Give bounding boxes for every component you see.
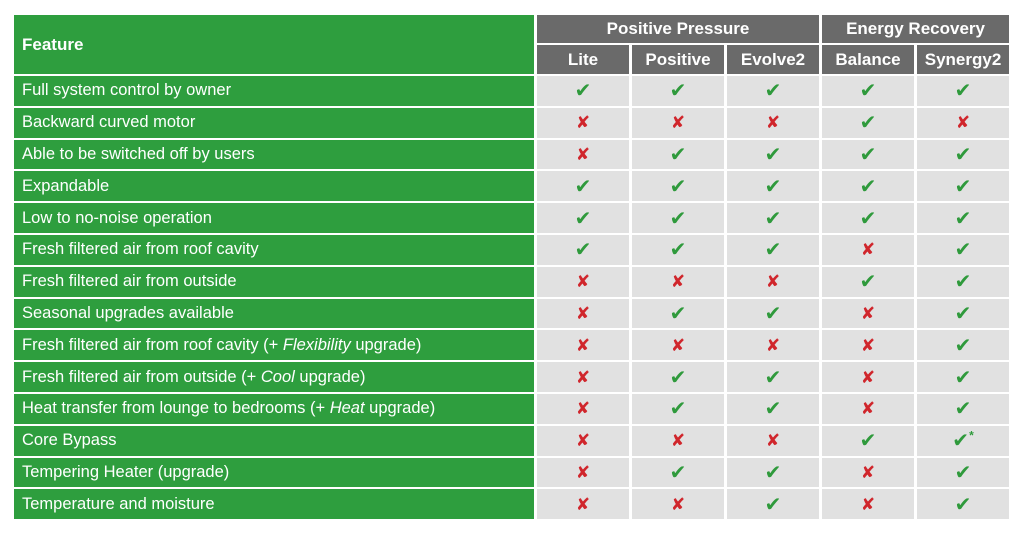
table-row: [14, 203, 1009, 233]
cross-icon: ✘: [670, 272, 686, 292]
feature-text: Backward curved motor: [22, 113, 196, 132]
mark-cell-synergy2: [917, 394, 1009, 424]
check-icon: ✔: [764, 493, 782, 516]
feature-text: Low to no-noise operation: [22, 208, 212, 227]
feature-text: Temperature and moisture: [22, 494, 215, 513]
mark-cell-balance: [822, 330, 914, 360]
mark-cell-balance: [822, 426, 914, 456]
mark-cell-evolve2: [727, 330, 819, 360]
check-icon: ✔: [669, 461, 687, 484]
cross-icon: ✘: [575, 272, 591, 292]
cross-icon: ✘: [765, 335, 781, 355]
cross-icon: ✘: [765, 113, 781, 133]
cross-icon: ✘: [575, 113, 591, 133]
mark-cell-positive: [632, 362, 724, 392]
table-row: [14, 458, 1009, 488]
check-icon: ✔: [669, 398, 687, 421]
table-row: [14, 76, 1009, 106]
check-icon: ✔: [954, 461, 972, 484]
feature-column-header: Feature: [14, 15, 534, 74]
mark-cell-positive: [632, 458, 724, 488]
feature-text: Tempering Heater (upgrade): [22, 462, 230, 481]
mark-cell-evolve2: [727, 458, 819, 488]
column-header-positive: Positive: [632, 45, 724, 74]
table-row: [14, 362, 1009, 392]
feature-cell: [14, 235, 534, 265]
table-row: [14, 489, 1009, 519]
mark-cell-balance: [822, 203, 914, 233]
feature-cell: [14, 108, 534, 138]
mark-cell-evolve2: [727, 76, 819, 106]
cross-icon: ✘: [575, 335, 591, 355]
mark-cell-positive: [632, 76, 724, 106]
table-row: [14, 108, 1009, 138]
cross-icon: ✘: [955, 113, 971, 133]
cross-icon: ✘: [860, 399, 876, 419]
mark-cell-balance: [822, 267, 914, 297]
check-icon: ✔: [669, 143, 687, 166]
mark-cell-synergy2: [917, 108, 1009, 138]
feature-cell: [14, 203, 534, 233]
feature-cell: [14, 394, 534, 424]
mark-cell-synergy2: [917, 171, 1009, 201]
mark-cell-positive: [632, 108, 724, 138]
mark-cell-evolve2: [727, 235, 819, 265]
mark-cell-evolve2: [727, 140, 819, 170]
feature-cell: [14, 171, 534, 201]
feature-comparison-table: [11, 13, 1012, 521]
table-header: [14, 15, 1009, 74]
mark-cell-balance: [822, 489, 914, 519]
cross-icon: ✘: [575, 462, 591, 482]
mark-cell-positive: [632, 489, 724, 519]
mark-cell-positive: [632, 140, 724, 170]
check-icon: ✔: [954, 302, 972, 325]
check-icon: ✔: [764, 302, 782, 325]
mark-cell-balance: [822, 76, 914, 106]
cross-icon: ✘: [860, 462, 876, 482]
table-row: [14, 171, 1009, 201]
feature-upgrade-name: Cool: [260, 367, 295, 386]
check-icon: ✔: [669, 366, 687, 389]
mark-cell-lite: [537, 330, 629, 360]
mark-cell-balance: [822, 108, 914, 138]
cross-icon: ✘: [575, 399, 591, 419]
check-icon: ✔: [859, 143, 877, 166]
mark-cell-evolve2: [727, 108, 819, 138]
cross-icon: ✘: [860, 367, 876, 387]
table-row: [14, 140, 1009, 170]
mark-cell-positive: [632, 299, 724, 329]
feature-cell: [14, 76, 534, 106]
footnote-marker: *: [969, 428, 974, 443]
cross-icon: ✘: [860, 494, 876, 514]
check-icon: ✔: [574, 80, 592, 103]
check-icon: ✔: [764, 207, 782, 230]
feature-text: Core Bypass: [22, 431, 117, 450]
table-row: [14, 330, 1009, 360]
check-icon: ✔: [574, 207, 592, 230]
mark-cell-positive: [632, 330, 724, 360]
mark-cell-lite: [537, 458, 629, 488]
mark-cell-balance: [822, 458, 914, 488]
feature-cell: [14, 426, 534, 456]
mark-cell-lite: [537, 394, 629, 424]
check-icon: ✔: [952, 430, 970, 453]
cross-icon: ✘: [575, 494, 591, 514]
table-row: [14, 235, 1009, 265]
mark-cell-lite: [537, 76, 629, 106]
check-icon: ✔: [669, 175, 687, 198]
mark-cell-synergy2: [917, 267, 1009, 297]
mark-cell-evolve2: [727, 171, 819, 201]
mark-cell-balance: [822, 171, 914, 201]
mark-cell-balance: [822, 299, 914, 329]
mark-cell-balance: [822, 394, 914, 424]
check-icon: ✔: [764, 175, 782, 198]
check-icon: ✔: [859, 80, 877, 103]
mark-cell-lite: [537, 171, 629, 201]
feature-text: Fresh filtered air from roof cavity (+: [22, 335, 283, 354]
column-header-synergy2: Synergy2: [917, 45, 1009, 74]
cross-icon: ✘: [765, 272, 781, 292]
mark-cell-lite: [537, 489, 629, 519]
mark-cell-balance: [822, 362, 914, 392]
table-row: [14, 394, 1009, 424]
feature-text: Fresh filtered air from outside: [22, 272, 237, 291]
mark-cell-synergy2: [917, 426, 1009, 456]
check-icon: ✔: [954, 207, 972, 230]
cross-icon: ✘: [860, 335, 876, 355]
cross-icon: ✘: [670, 113, 686, 133]
check-icon: ✔: [669, 302, 687, 325]
check-icon: ✔: [764, 366, 782, 389]
feature-cell: [14, 489, 534, 519]
mark-cell-evolve2: [727, 203, 819, 233]
check-icon: ✔: [764, 80, 782, 103]
feature-text: upgrade): [294, 367, 366, 386]
cross-icon: ✘: [575, 303, 591, 323]
cross-icon: ✘: [670, 494, 686, 514]
table-body: [14, 76, 1009, 519]
group-header-positive-pressure: Positive Pressure: [537, 15, 819, 43]
feature-text: Full system control by owner: [22, 81, 232, 100]
check-icon: ✔: [954, 493, 972, 516]
mark-cell-synergy2: [917, 489, 1009, 519]
mark-cell-lite: [537, 299, 629, 329]
column-header-lite: Lite: [537, 45, 629, 74]
check-icon: ✔: [669, 239, 687, 262]
mark-cell-synergy2: [917, 362, 1009, 392]
mark-cell-synergy2: [917, 140, 1009, 170]
check-icon: ✔: [954, 80, 972, 103]
check-icon: ✔: [954, 271, 972, 294]
column-header-evolve2: Evolve2: [727, 45, 819, 74]
check-icon: ✔: [954, 334, 972, 357]
check-icon: ✔: [669, 80, 687, 103]
check-icon: ✔: [859, 175, 877, 198]
mark-cell-lite: [537, 267, 629, 297]
mark-cell-evolve2: [727, 489, 819, 519]
feature-cell: [14, 330, 534, 360]
table-row: [14, 267, 1009, 297]
cross-icon: ✘: [670, 431, 686, 451]
check-icon: ✔: [954, 366, 972, 389]
table-row: [14, 426, 1009, 456]
mark-cell-lite: [537, 235, 629, 265]
mark-cell-synergy2: [917, 330, 1009, 360]
check-icon: ✔: [859, 271, 877, 294]
mark-cell-synergy2: [917, 76, 1009, 106]
feature-cell: [14, 299, 534, 329]
check-icon: ✔: [954, 175, 972, 198]
mark-cell-evolve2: [727, 362, 819, 392]
mark-cell-evolve2: [727, 426, 819, 456]
feature-text: upgrade): [364, 399, 436, 418]
mark-cell-positive: [632, 267, 724, 297]
mark-cell-positive: [632, 235, 724, 265]
check-icon: ✔: [954, 398, 972, 421]
mark-cell-lite: [537, 426, 629, 456]
mark-cell-synergy2: [917, 458, 1009, 488]
table-row: [14, 299, 1009, 329]
feature-cell: [14, 362, 534, 392]
mark-cell-positive: [632, 394, 724, 424]
mark-cell-balance: [822, 140, 914, 170]
mark-cell-synergy2: [917, 299, 1009, 329]
mark-cell-lite: [537, 140, 629, 170]
check-icon: ✔: [764, 239, 782, 262]
mark-cell-positive: [632, 171, 724, 201]
check-icon: ✔: [954, 239, 972, 262]
mark-cell-balance: [822, 235, 914, 265]
feature-text: Expandable: [22, 176, 110, 195]
feature-text: upgrade): [350, 335, 422, 354]
mark-cell-lite: [537, 362, 629, 392]
check-icon: ✔: [669, 207, 687, 230]
cross-icon: ✘: [575, 431, 591, 451]
mark-cell-lite: [537, 108, 629, 138]
mark-cell-evolve2: [727, 267, 819, 297]
cross-icon: ✘: [860, 303, 876, 323]
check-icon: ✔: [574, 239, 592, 262]
feature-text: Able to be switched off by users: [22, 144, 255, 163]
cross-icon: ✘: [670, 335, 686, 355]
cross-icon: ✘: [765, 431, 781, 451]
feature-text: Seasonal upgrades available: [22, 303, 234, 322]
mark-cell-evolve2: [727, 299, 819, 329]
mark-cell-positive: [632, 203, 724, 233]
check-icon: ✔: [764, 461, 782, 484]
check-icon: ✔: [764, 143, 782, 166]
check-icon: ✔: [954, 143, 972, 166]
feature-cell: [14, 458, 534, 488]
feature-cell: [14, 267, 534, 297]
check-icon: ✔: [764, 398, 782, 421]
column-header-balance: Balance: [822, 45, 914, 74]
mark-cell-evolve2: [727, 394, 819, 424]
cross-icon: ✘: [575, 144, 591, 164]
cross-icon: ✘: [575, 367, 591, 387]
feature-text: Heat transfer from lounge to bedrooms (+: [22, 399, 330, 418]
feature-text: Fresh filtered air from outside (+: [22, 367, 261, 386]
group-header-energy-recovery: Energy Recovery: [822, 15, 1009, 43]
feature-upgrade-name: Heat: [329, 399, 365, 418]
feature-cell: [14, 140, 534, 170]
check-icon: ✔: [859, 430, 877, 453]
feature-text: Fresh filtered air from roof cavity: [22, 240, 259, 259]
cross-icon: ✘: [860, 240, 876, 260]
mark-cell-lite: [537, 203, 629, 233]
check-icon: ✔: [859, 207, 877, 230]
mark-cell-synergy2: [917, 235, 1009, 265]
check-icon: ✔: [574, 175, 592, 198]
check-icon: ✔: [859, 112, 877, 135]
mark-cell-synergy2: [917, 203, 1009, 233]
group-header-row: [14, 15, 1009, 43]
feature-upgrade-name: Flexibility: [282, 335, 351, 354]
mark-cell-positive: [632, 426, 724, 456]
